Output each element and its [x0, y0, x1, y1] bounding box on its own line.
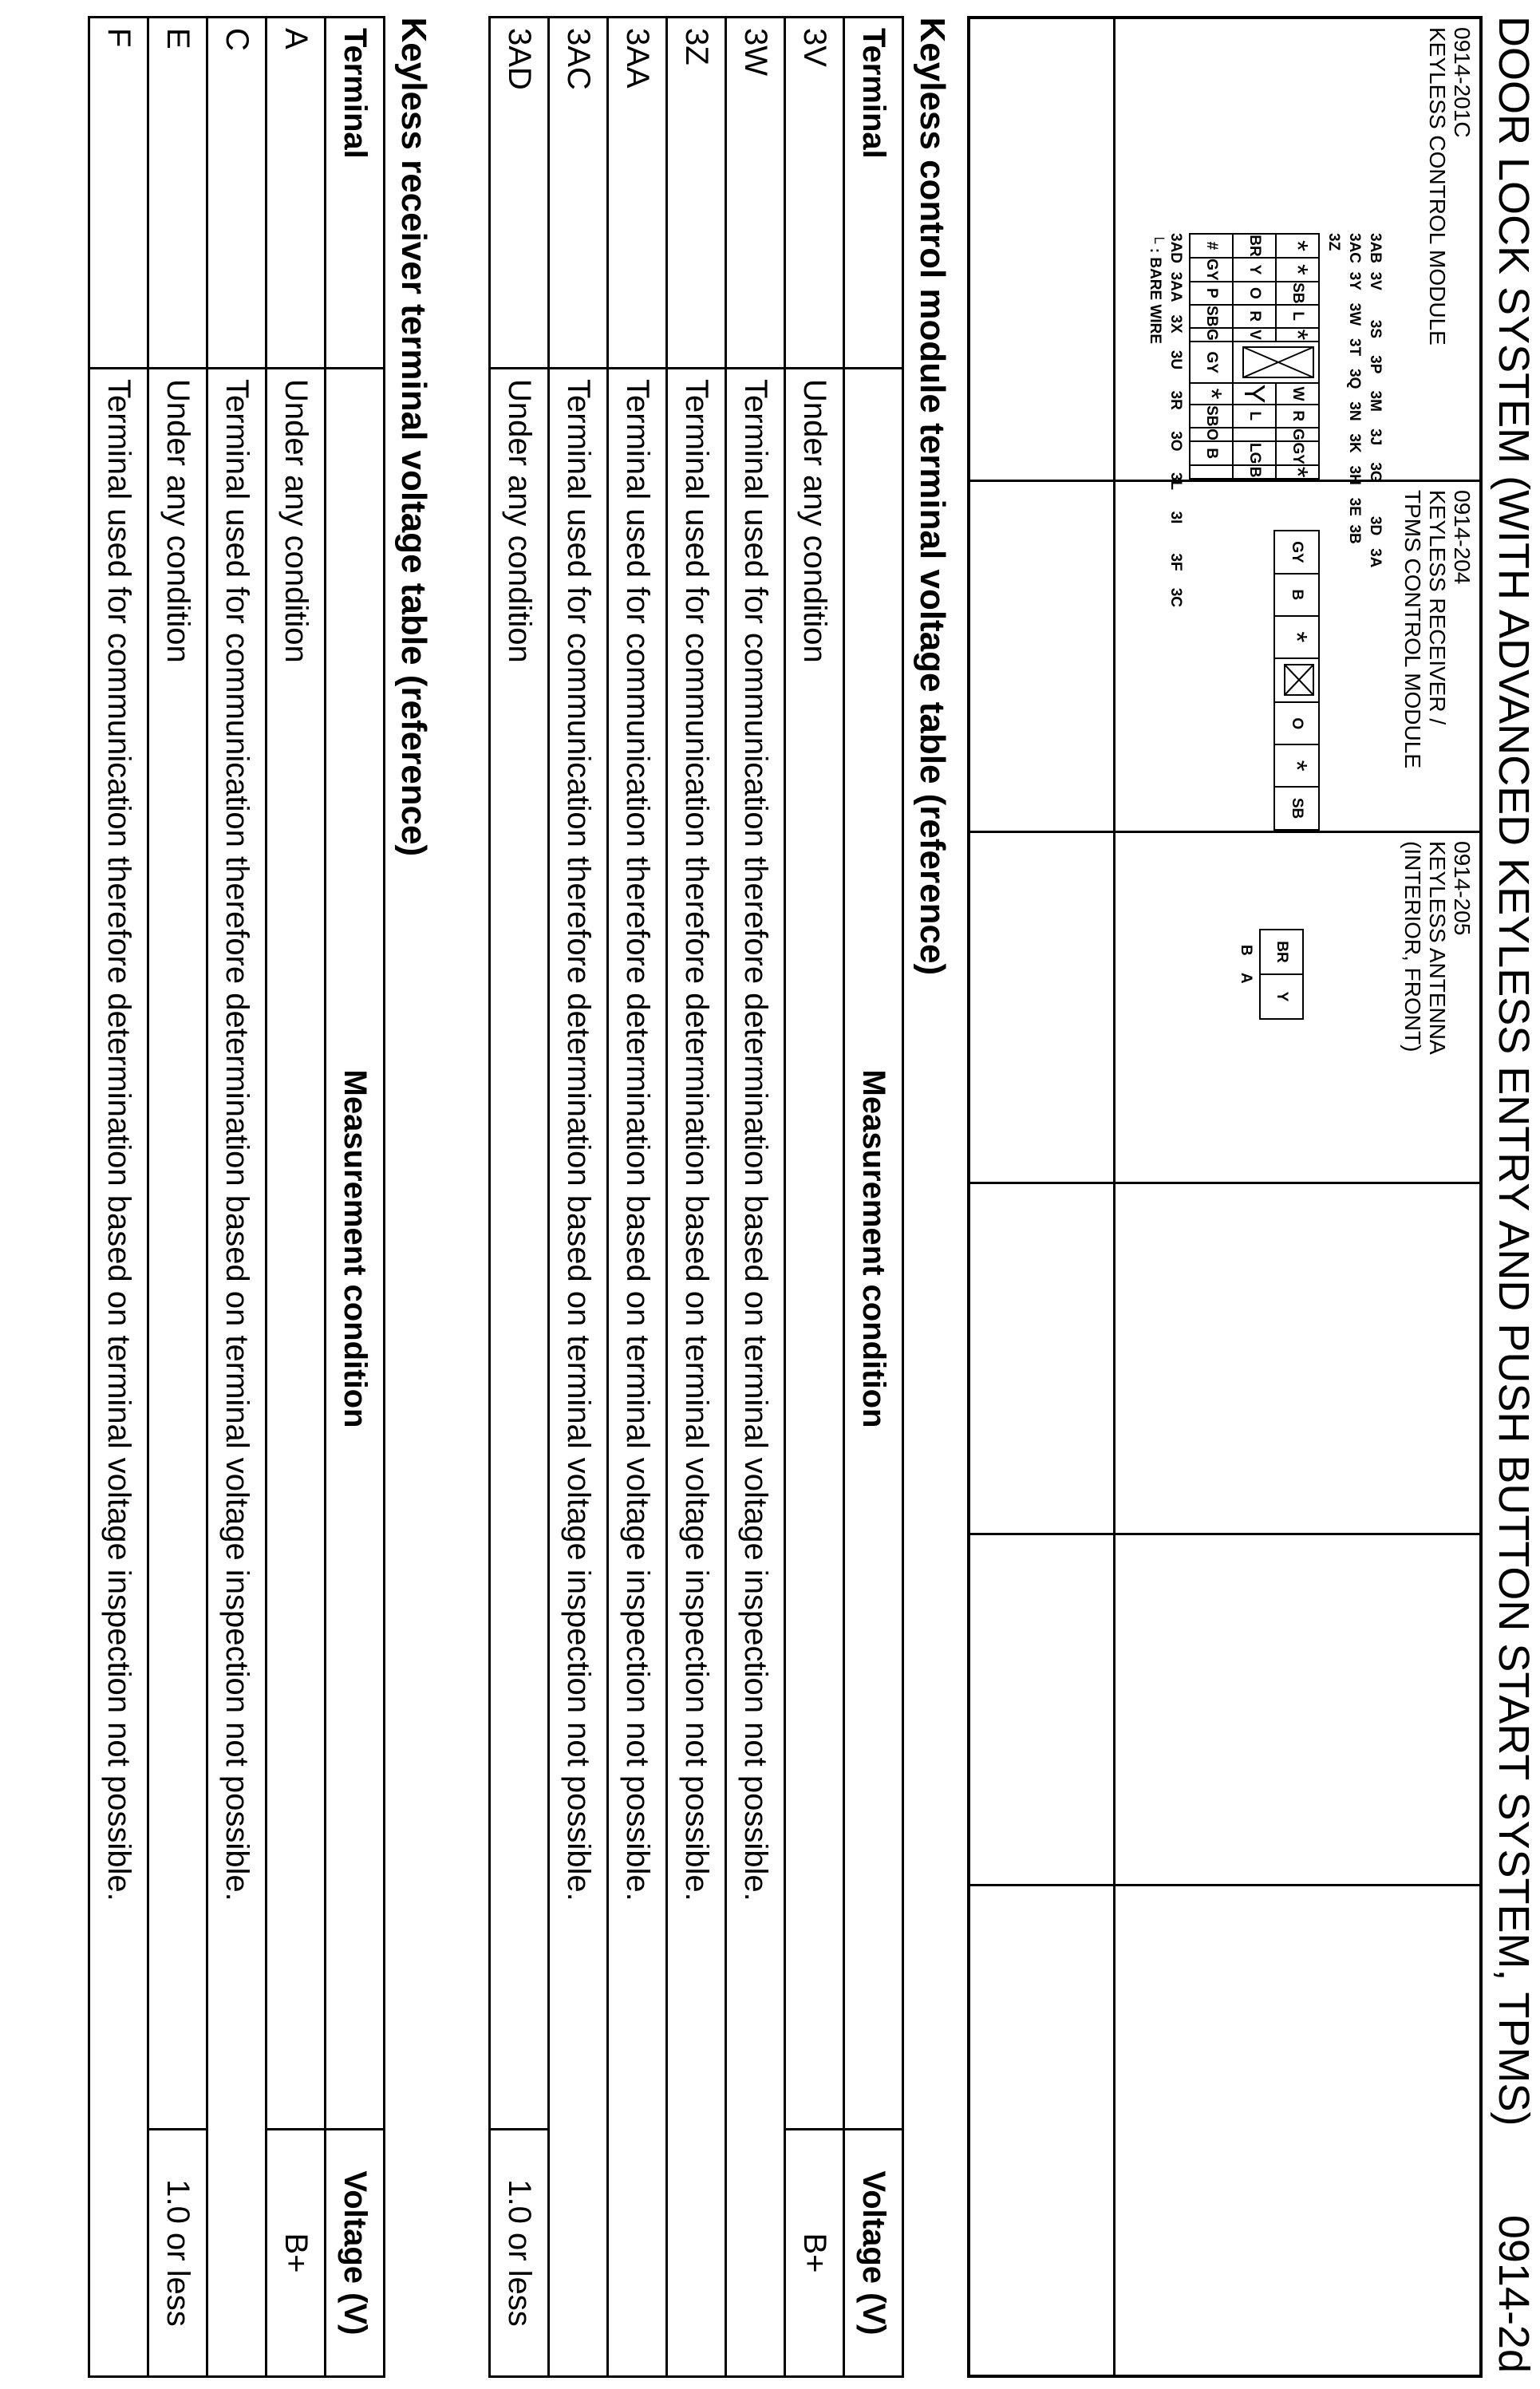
receiver-header-voltage: Voltage (V): [326, 2130, 385, 2377]
pin-cell: W: [1276, 383, 1319, 405]
receiver-voltage-table: [89, 16, 441, 2378]
pin-cell: P: [1190, 282, 1233, 305]
terminal-cell: A: [267, 18, 326, 369]
table-row: [726, 18, 785, 2377]
table-row: [207, 18, 267, 2377]
pin-cell: L: [1233, 405, 1276, 428]
table-row: [267, 18, 326, 2377]
bare-wire-legend: └ : BARE WIRE: [1147, 233, 1163, 345]
terminal-cell: 3AA: [608, 18, 667, 369]
connector-cell-205: [970, 833, 1479, 1184]
pin-cell: Y: [1233, 383, 1276, 405]
pin-cell: SB: [1190, 405, 1233, 428]
pin-cell: #: [1190, 234, 1233, 258]
condition-cell: Under any condition: [785, 369, 844, 2130]
pin-cell: Y: [1260, 974, 1303, 1019]
kcm-connector-grid: [1189, 233, 1320, 480]
receiver-header-condition: Measurement condition: [326, 369, 385, 2130]
pin-cell: *: [1276, 328, 1319, 342]
receiver-header-row: [326, 18, 385, 2377]
condition-cell: Terminal used for communication therefore determination based on terminal voltage inspection not possible.: [726, 369, 785, 2377]
condition-cell: Under any condition: [148, 369, 207, 2130]
terminal-cell: E: [148, 18, 207, 369]
voltage-cell: 1.0 or less: [490, 2130, 549, 2377]
kcm-voltage-table: [489, 16, 960, 2378]
blank-x-icon: [1280, 660, 1318, 700]
pin-cell: V: [1233, 328, 1276, 342]
condition-cell: Terminal used for communication therefore determination based on terminal voltage inspection not possible.: [89, 369, 148, 2377]
pin-cell: L: [1276, 305, 1319, 328]
pin-cell: B: [1274, 574, 1319, 616]
pin-cell: BR: [1233, 234, 1276, 258]
condition-cell: Under any condition: [267, 369, 326, 2130]
antenna-pin-letters: B A: [1238, 945, 1254, 984]
pin-cell: LG: [1233, 441, 1276, 465]
kcm-bottom-labels: 3AD 3AA 3X 3U 3R 3O 3L 3I 3F 3C: [1167, 233, 1184, 607]
pin-cell: *: [1276, 465, 1319, 479]
antenna-connector-grid: [1259, 929, 1304, 1020]
pin-cell: [1233, 428, 1276, 442]
pin-cell: GY: [1190, 258, 1233, 282]
table-row: [89, 18, 148, 2377]
antenna-pin-row: [1260, 930, 1303, 1019]
table-row: [608, 18, 667, 2377]
pin-cell: *: [1276, 234, 1319, 258]
pin-cell: R: [1233, 305, 1276, 328]
connector-cell-204: [970, 482, 1479, 833]
blank-pin-cell: [1274, 658, 1319, 703]
blank-pin-cell: [1233, 342, 1319, 383]
page-code: 0914-2d: [1490, 2214, 1538, 2373]
pin-cell: GY: [1276, 441, 1319, 465]
terminal-cell: 3W: [726, 18, 785, 369]
connector-row-divider: [1113, 19, 1116, 2375]
pin-cell: G: [1190, 328, 1233, 342]
table-row: [667, 18, 726, 2377]
terminal-cell: 3Z: [667, 18, 726, 369]
receiver-table-caption: Keyless receiver terminal voltage table (reference): [393, 17, 433, 857]
terminal-cell: F: [89, 18, 148, 369]
terminal-cell: 3V: [785, 18, 844, 369]
pin-cell: *: [1190, 383, 1233, 405]
terminal-cell: 3AD: [490, 18, 549, 369]
condition-cell: Under any condition: [490, 369, 549, 2130]
condition-cell: Terminal used for communication therefore determination based on terminal voltage inspection not possible.: [207, 369, 267, 2377]
kcm-header-voltage: Voltage (V): [844, 2130, 903, 2377]
pin-cell: BR: [1260, 930, 1303, 974]
pin-cell: *: [1274, 616, 1319, 658]
kcm-row1: [1276, 234, 1319, 479]
condition-cell: Terminal used for communication therefore determination based on terminal voltage inspection not possible.: [549, 369, 608, 2377]
pin-cell: O: [1274, 702, 1319, 744]
voltage-cell: 1.0 or less: [148, 2130, 207, 2377]
kcm-toplabel-row3: 3Z: [1325, 233, 1342, 251]
pin-cell: SB: [1190, 305, 1233, 328]
pin-cell: R: [1276, 405, 1319, 428]
pin-cell: B: [1190, 441, 1233, 465]
receiver-connector-grid: [1273, 530, 1320, 831]
pin-cell: GY: [1274, 531, 1319, 574]
connector-204-label: 0914-204 KEYLESS RECEIVER / TPMS CONTROL MODULE: [1400, 490, 1475, 768]
receiver-header-terminal: Terminal: [326, 18, 385, 369]
voltage-cell: B+: [267, 2130, 326, 2377]
kcm-row3: [1190, 234, 1233, 479]
connector-diagram-box: [967, 16, 1483, 2378]
kcm-header-condition: Measurement condition: [844, 369, 903, 2130]
kcm-caption-row: [903, 18, 959, 2377]
terminal-cell: C: [207, 18, 267, 369]
page-title: DOOR LOCK SYSTEM (WITH ADVANCED KEYLESS ENTRY AND PUSH BUTTON START SYSTEM, TPMS): [1490, 16, 1538, 2126]
connector-cell-201c: [970, 19, 1479, 607]
receiver-caption-row: [385, 18, 440, 2377]
pin-cell: O: [1190, 428, 1233, 442]
kcm-table-caption: Keyless control module terminal voltage table (reference): [912, 17, 952, 976]
pin-cell: [1190, 465, 1233, 479]
pin-cell: B: [1233, 465, 1276, 479]
pin-cell: G: [1276, 428, 1319, 442]
pin-cell: SB: [1276, 282, 1319, 305]
table-row: [549, 18, 608, 2377]
connector-205-label: 0914-205 KEYLESS ANTENNA (INTERIOR, FRONT): [1400, 841, 1475, 1055]
table-row: [148, 18, 207, 2377]
table-row: [785, 18, 844, 2377]
connector-cell-empty-2: [970, 1535, 1479, 1886]
pin-cell: *: [1276, 258, 1319, 282]
condition-cell: Terminal used for communication therefore determination based on terminal voltage inspection not possible.: [667, 369, 726, 2377]
connector-cell-empty-1: [970, 1184, 1479, 1535]
pin-cell: GY: [1190, 342, 1233, 383]
kcm-header-terminal: Terminal: [844, 18, 903, 369]
terminal-cell: 3AC: [549, 18, 608, 369]
pin-cell: O: [1233, 282, 1276, 305]
receiver-pin-row: [1274, 531, 1319, 830]
connector-cell-empty-3: [970, 1886, 1479, 2378]
voltage-cell: B+: [785, 2130, 844, 2377]
pin-cell: Y: [1233, 258, 1276, 282]
kcm-header-row: [844, 18, 903, 2377]
blank-x-icon: [1238, 342, 1318, 382]
kcm-toplabel-row2: 3AC 3Y 3W 3T 3Q 3N 3K 3H 3E 3B: [1346, 233, 1363, 544]
pin-cell: *: [1274, 744, 1319, 787]
kcm-toplabel-row: 3AB 3V 3S 3P 3M 3J 3G 3D 3A: [1367, 233, 1384, 568]
table-row: [490, 18, 549, 2377]
pin-cell: SB: [1274, 787, 1319, 830]
condition-cell: Terminal used for communication therefore determination based on terminal voltage inspection not possible.: [608, 369, 667, 2377]
connector-201c-label: 0914-201C KEYLESS CONTROL MODULE: [1425, 27, 1475, 346]
